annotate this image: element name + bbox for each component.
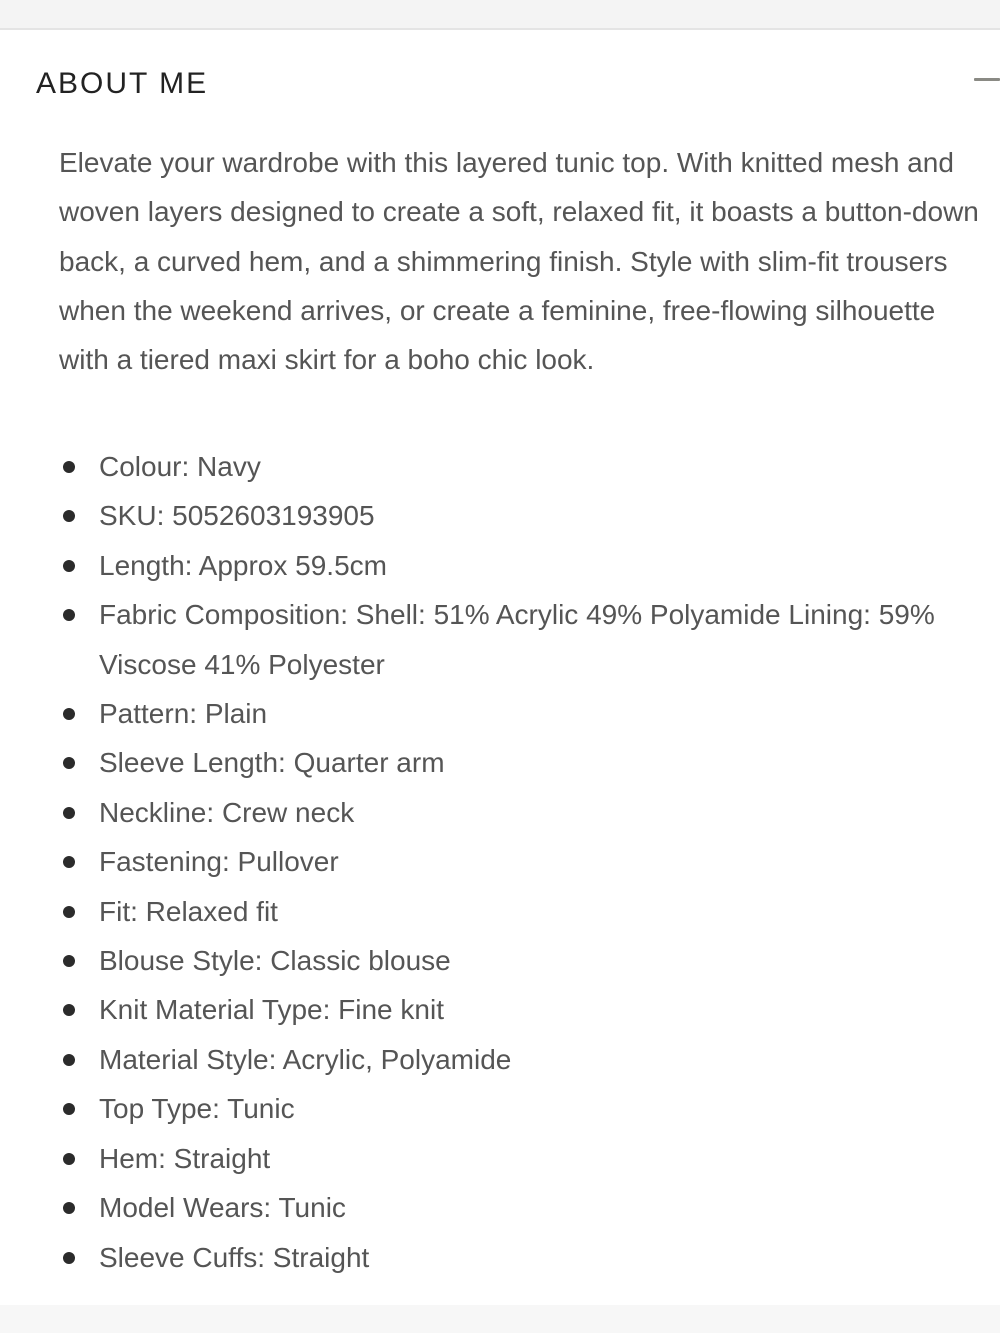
bullet-icon bbox=[63, 955, 75, 967]
bullet-icon bbox=[63, 609, 75, 621]
detail-list-item bbox=[0, 491, 1000, 540]
detail-text: Blouse Style: Classic blouse bbox=[99, 945, 451, 977]
bullet-icon bbox=[63, 1202, 75, 1214]
detail-list-item bbox=[0, 1233, 1000, 1282]
detail-list-item bbox=[0, 1183, 1000, 1232]
detail-list-item bbox=[0, 689, 1000, 738]
detail-text: SKU: 5052603193905 bbox=[99, 500, 375, 532]
detail-list-item bbox=[0, 985, 1000, 1034]
detail-list-item bbox=[0, 887, 1000, 936]
detail-list-item bbox=[0, 1035, 1000, 1084]
detail-text: Material Style: Acrylic, Polyamide bbox=[99, 1043, 512, 1075]
detail-text: Pattern: Plain bbox=[99, 698, 268, 730]
detail-text: Model Wears: Tunic bbox=[99, 1192, 346, 1224]
about-me-header[interactable] bbox=[36, 64, 1000, 104]
detail-list-item bbox=[0, 1134, 1000, 1183]
bullet-icon bbox=[63, 1153, 75, 1165]
detail-text: Sleeve Cuffs: Straight bbox=[99, 1241, 370, 1273]
bullet-icon bbox=[63, 1103, 75, 1115]
bullet-icon bbox=[63, 510, 75, 522]
bullet-icon bbox=[63, 856, 75, 868]
bullet-icon bbox=[63, 708, 75, 720]
detail-text: Hem: Straight bbox=[99, 1142, 271, 1174]
detail-list-item bbox=[0, 837, 1000, 886]
bullet-icon bbox=[63, 757, 75, 769]
bullet-icon bbox=[63, 1004, 75, 1016]
detail-text: Sleeve Length: Quarter arm bbox=[99, 747, 445, 779]
bottom-divider-strip bbox=[0, 1305, 1000, 1333]
detail-text: Length: Approx 59.5cm bbox=[99, 549, 387, 581]
detail-text: Top Type: Tunic bbox=[99, 1093, 295, 1125]
section-title: ABOUT ME bbox=[36, 67, 209, 100]
bullet-icon bbox=[63, 1054, 75, 1066]
bullet-icon bbox=[63, 1252, 75, 1264]
detail-text: Neckline: Crew neck bbox=[99, 796, 355, 828]
detail-list-item bbox=[0, 738, 1000, 787]
detail-text: Fit: Relaxed fit bbox=[99, 895, 278, 927]
detail-text: Knit Material Type: Fine knit bbox=[99, 994, 444, 1026]
detail-text: Fabric Composition: Shell: 51% Acrylic 49% Polyamide Lining: 59% Viscose 41% Polyester bbox=[99, 599, 935, 680]
minus-icon[interactable] bbox=[974, 78, 1000, 81]
detail-list-item bbox=[0, 1084, 1000, 1133]
bullet-icon bbox=[63, 560, 75, 572]
bullet-icon bbox=[63, 461, 75, 473]
detail-list-item bbox=[0, 590, 1000, 689]
detail-list-item bbox=[0, 541, 1000, 590]
top-divider-strip bbox=[0, 0, 1000, 30]
bullet-icon bbox=[63, 906, 75, 918]
about-me-section bbox=[0, 30, 1000, 1305]
detail-text: Colour: Navy bbox=[99, 451, 261, 482]
detail-list-item bbox=[0, 936, 1000, 985]
detail-list-item bbox=[0, 788, 1000, 837]
product-description: Elevate your wardrobe with this layered tunic top. With knitted mesh and woven layers designed to create a soft, relaxed fit, it boasts a button-down back, a curved hem, and a shimmering finish. Style with slim-fit trousers when the weekend arrives, or create a feminine, free-flowing silhouette with a tiered maxi skirt for a boho chic look. bbox=[59, 147, 979, 376]
product-details-list bbox=[0, 442, 1000, 1282]
detail-text: Fastening: Pullover bbox=[99, 846, 339, 878]
bullet-icon bbox=[63, 807, 75, 819]
detail-list-item bbox=[0, 442, 1000, 491]
